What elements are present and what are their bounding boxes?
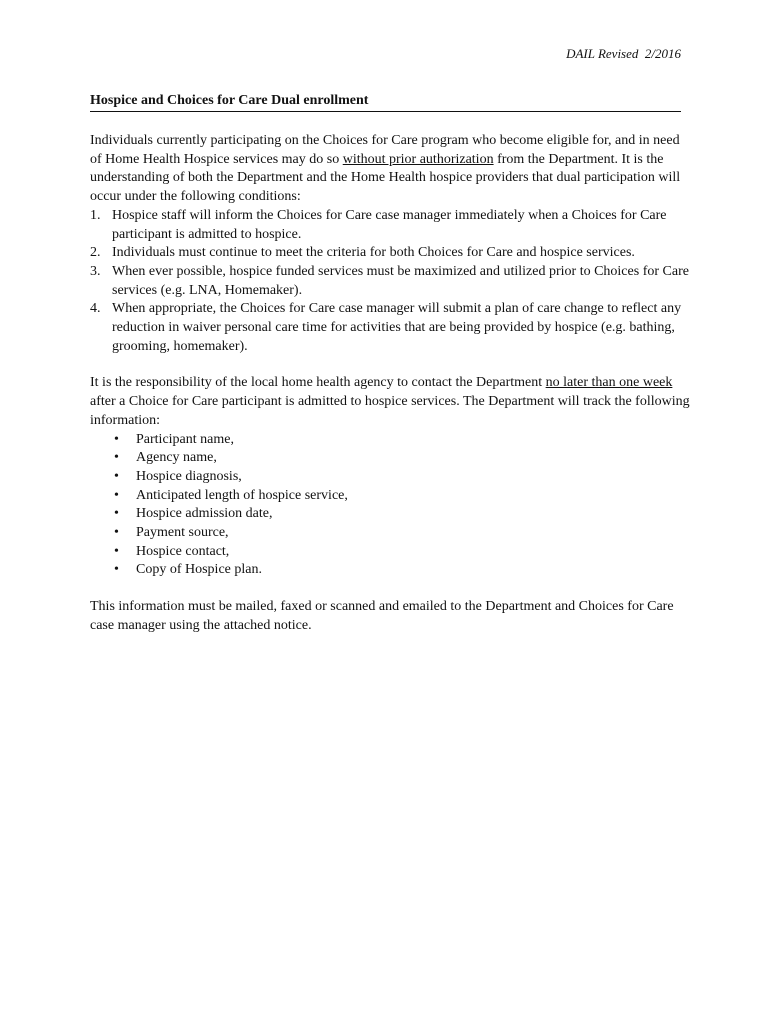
- list-item: • Participant name,: [90, 431, 690, 450]
- intro-paragraph: [90, 132, 690, 207]
- list-item: • Agency name,: [90, 449, 690, 468]
- bullet-icon: •: [114, 468, 119, 484]
- condition-item: 1. Hospice staff will inform the Choices for Care case manager immediately when a Choices for Care participant is admitted to hospice.: [90, 207, 667, 242]
- responsibility-underlined-text: no later than one week: [545, 375, 673, 391]
- bullet-icon: •: [114, 487, 119, 503]
- list-item: • Payment source,: [90, 524, 690, 543]
- bullet-icon: •: [114, 450, 119, 466]
- document-body: [90, 132, 690, 636]
- condition-item: 4. When appropriate, the Choices for Care case manager will submit a plan of care change to reflect any reduction in waiver personal care time for activities that are being provided by hospice (e.g. bathing, grooming, homemaker).: [90, 301, 682, 354]
- list-item: • Hospice diagnosis,: [90, 468, 690, 487]
- tracked-info-list: [90, 431, 690, 581]
- conditions-list: [90, 207, 690, 357]
- intro-text-2: from the Department. It is the understanding of both the Department and the Home Health hospice providers that dual participation will occur under the following conditions:: [90, 151, 681, 205]
- intro-underlined-text: without prior authorization: [342, 151, 494, 167]
- condition-item: 2. Individuals must continue to meet the criteria for both Choices for Care and hospice services.: [90, 245, 635, 261]
- list-item: • Anticipated length of hospice service,: [90, 487, 690, 506]
- bullet-icon: •: [114, 562, 119, 578]
- bullet-icon: •: [114, 543, 119, 559]
- responsibility-text-2: after a Choice for Care participant is admitted to hospice services. The Department will track the following information:: [90, 394, 690, 428]
- list-item: • Hospice admission date,: [90, 505, 690, 524]
- list-item: • Hospice contact,: [90, 543, 690, 562]
- revision-date: DAIL Revised 2/2016: [566, 46, 681, 61]
- bullet-icon: •: [114, 525, 119, 541]
- bullet-icon: •: [114, 431, 119, 447]
- responsibility-text-1: It is the responsibility of the local home health agency to contact the Department: [90, 375, 546, 391]
- list-item: • Copy of Hospice plan.: [90, 561, 690, 580]
- condition-item: 3. When ever possible, hospice funded services must be maximized and utilized prior to Choices for Care services (e.g. LNA, Homemaker).: [90, 263, 689, 298]
- intro-text-1: Individuals currently participating on the Choices for Care program who become eligible for, and in need of Home Health Hospice services may do so: [90, 133, 680, 167]
- responsibility-paragraph: [90, 374, 690, 430]
- closing-paragraph: This information must be mailed, faxed or scanned and emailed to the Department and Choices for Care case manager using the attached notice.: [90, 599, 674, 633]
- document-title: Hospice and Choices for Care Dual enrollment: [90, 93, 681, 112]
- bullet-icon: •: [114, 506, 119, 522]
